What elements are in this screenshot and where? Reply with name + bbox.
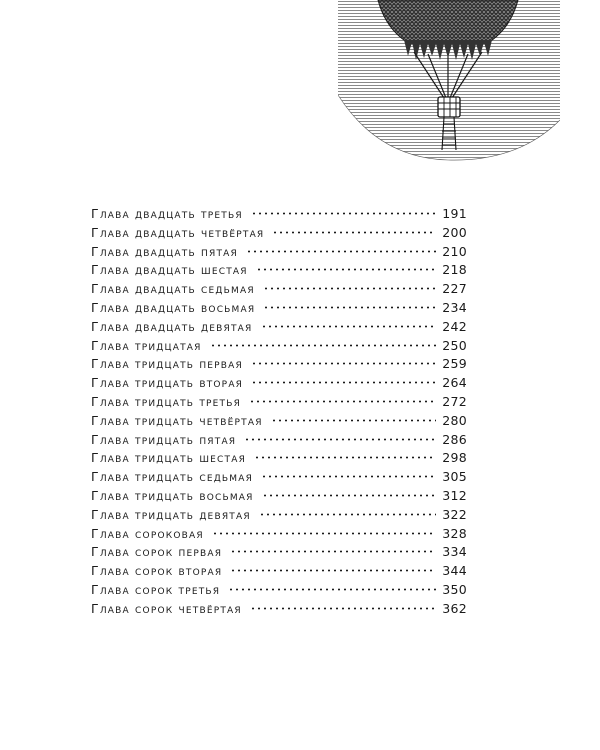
toc-entry-page-number: 328 — [442, 525, 467, 541]
toc-dot-leader — [210, 344, 437, 347]
toc-entry-page-number: 234 — [442, 299, 467, 315]
toc-entry-page-number: 259 — [442, 356, 467, 372]
toc-entry-title: Глава сорок первая — [91, 544, 223, 560]
hot-air-balloon-icon — [338, 0, 560, 162]
toc-entry[interactable] — [91, 431, 467, 450]
toc-entry[interactable] — [91, 374, 467, 393]
toc-entry-title: Глава двадцать четвёртая — [91, 224, 265, 240]
toc-entry[interactable] — [91, 224, 467, 243]
toc-entry-page-number: 312 — [442, 487, 467, 503]
toc-entry[interactable] — [91, 562, 467, 581]
toc-entry-page-number: 286 — [442, 431, 467, 447]
toc-entry-title: Глава сорок вторая — [91, 563, 223, 579]
toc-entry-page-number: 298 — [442, 450, 467, 466]
toc-entry-page-number: 264 — [442, 375, 467, 391]
toc-entry-title: Глава тридцатая — [91, 337, 202, 353]
toc-dot-leader — [249, 400, 436, 403]
toc-entry-page-number: 305 — [442, 469, 467, 485]
toc-entry-title: Глава тридцать третья — [91, 393, 242, 409]
toc-entry[interactable] — [91, 243, 467, 262]
toc-entry-title: Глава сорок четвёртая — [91, 600, 242, 616]
toc-entry[interactable] — [91, 600, 467, 619]
toc-dot-leader — [251, 212, 436, 215]
toc-entry-page-number: 350 — [442, 581, 467, 597]
toc-entry-page-number: 272 — [442, 393, 467, 409]
toc-entry[interactable] — [91, 337, 467, 356]
toc-dot-leader — [250, 607, 436, 610]
toc-dot-leader — [262, 494, 437, 497]
toc-entry-title: Глава тридцать пятая — [91, 431, 237, 447]
toc-entry-page-number: 344 — [442, 563, 467, 579]
toc-dot-leader — [263, 306, 436, 309]
toc-entry-page-number: 250 — [442, 337, 467, 353]
toc-dot-leader — [261, 475, 436, 478]
toc-entry-title: Глава двадцать пятая — [91, 243, 238, 259]
toc-entry-page-number: 218 — [442, 262, 467, 278]
toc-entry-title: Глава тридцать четвёртая — [91, 412, 263, 428]
toc-entry[interactable] — [91, 318, 467, 337]
toc-dot-leader — [251, 362, 436, 365]
toc-dot-leader — [246, 250, 436, 253]
toc-entry-title: Глава двадцать восьмая — [91, 299, 256, 315]
toc-entry-page-number: 322 — [442, 506, 467, 522]
toc-entry-title: Глава двадцать шестая — [91, 262, 248, 278]
table-of-contents — [91, 205, 467, 619]
toc-entry-title: Глава тридцать вторая — [91, 375, 244, 391]
toc-dot-leader — [254, 456, 436, 459]
toc-entry[interactable] — [91, 468, 467, 487]
toc-entry-title: Глава тридцать шестая — [91, 450, 247, 466]
toc-entry[interactable] — [91, 299, 467, 318]
toc-dot-leader — [230, 550, 436, 553]
toc-entry[interactable] — [91, 525, 467, 544]
toc-entry[interactable] — [91, 487, 467, 506]
toc-entry-page-number: 362 — [442, 600, 467, 616]
toc-entry-title: Глава тридцать первая — [91, 356, 243, 372]
toc-dot-leader — [263, 287, 436, 290]
toc-entry-page-number: 280 — [442, 412, 467, 428]
toc-dot-leader — [251, 381, 436, 384]
toc-entry[interactable] — [91, 543, 467, 562]
toc-entry-title: Глава тридцать девятая — [91, 506, 251, 522]
toc-dot-leader — [230, 569, 436, 572]
toc-entry-title: Глава сороковая — [91, 525, 204, 541]
toc-entry[interactable] — [91, 412, 467, 431]
toc-entry-page-number: 227 — [442, 281, 467, 297]
toc-entry[interactable] — [91, 280, 467, 299]
toc-entry-page-number: 200 — [442, 224, 467, 240]
toc-dot-leader — [256, 268, 436, 271]
toc-entry-title: Глава двадцать третья — [91, 206, 243, 221]
toc-entry-page-number: 210 — [442, 243, 467, 259]
toc-dot-leader — [261, 325, 437, 328]
toc-dot-leader — [259, 513, 436, 516]
toc-entry[interactable] — [91, 581, 467, 600]
toc-entry[interactable] — [91, 205, 467, 224]
toc-entry-title: Глава двадцать девятая — [91, 318, 253, 334]
toc-dot-leader — [272, 231, 436, 234]
toc-entry-title: Глава тридцать седьмая — [91, 469, 254, 485]
toc-entry-page-number: 242 — [442, 318, 467, 334]
toc-entry[interactable] — [91, 506, 467, 525]
toc-dot-leader — [228, 588, 436, 591]
toc-entry[interactable] — [91, 449, 467, 468]
toc-dot-leader — [271, 419, 437, 422]
toc-entry[interactable] — [91, 393, 467, 412]
toc-entry[interactable] — [91, 355, 467, 374]
toc-entry-page-number: 191 — [442, 206, 467, 221]
toc-entry[interactable] — [91, 261, 467, 280]
toc-dot-leader — [212, 532, 436, 535]
toc-entry-title: Глава сорок третья — [91, 581, 221, 597]
toc-entry-title: Глава двадцать седьмая — [91, 281, 255, 297]
toc-entry-title: Глава тридцать восьмая — [91, 487, 254, 503]
toc-entry-page-number: 334 — [442, 544, 467, 560]
toc-dot-leader — [244, 438, 436, 441]
